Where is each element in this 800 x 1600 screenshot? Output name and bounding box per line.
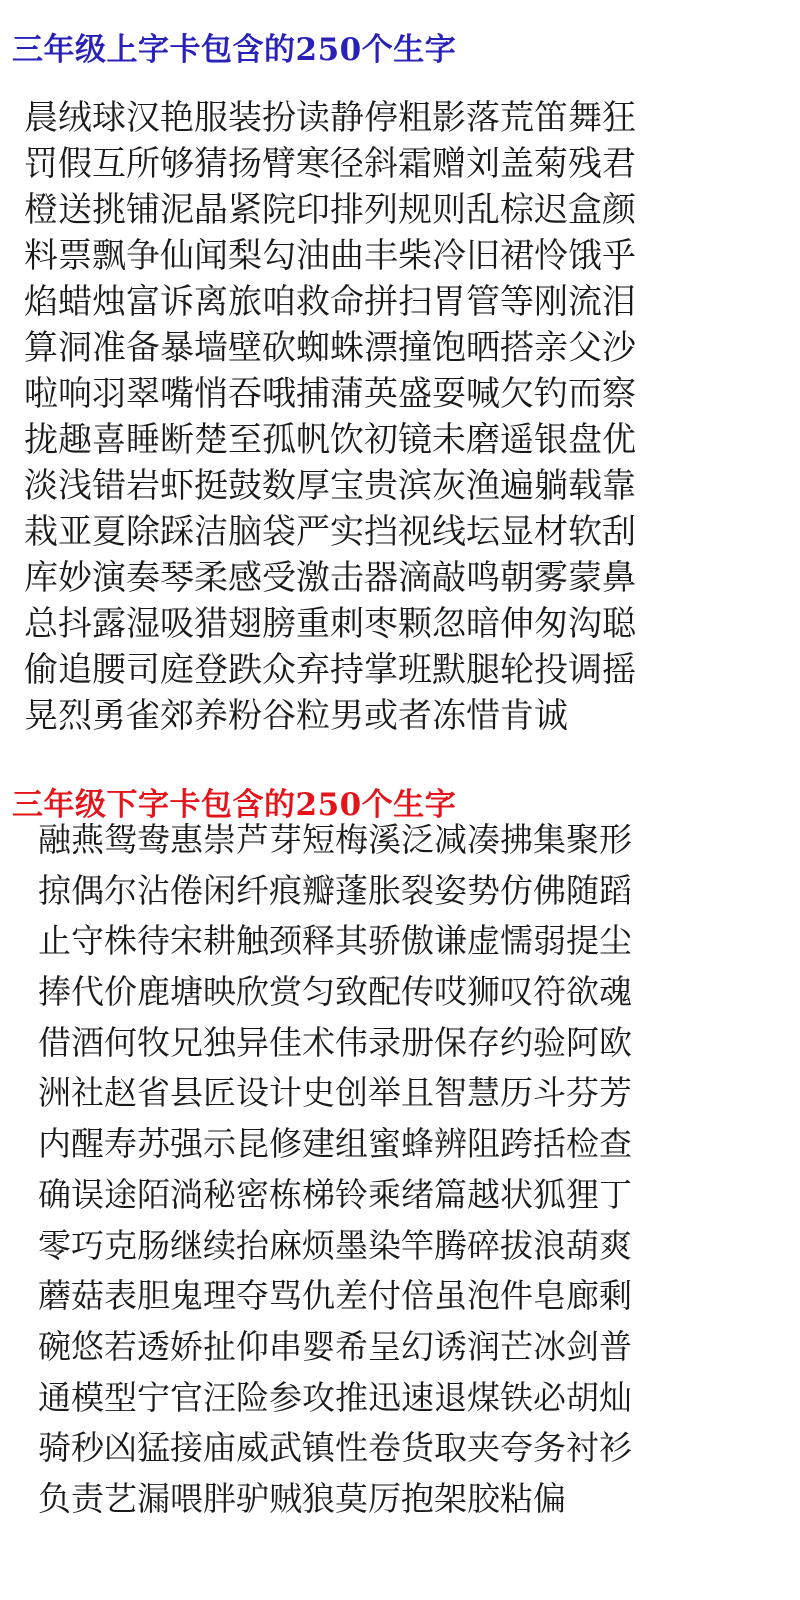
character-row: 止守株待宋耕触颈释其骄傲谦虚懦弱提尘 bbox=[38, 921, 632, 961]
grade3-upper-title: 三年级上字卡包含的250个生字 bbox=[12, 32, 457, 68]
character-row: 焰蜡烛富诉离旅咱救命拼扫胃管等刚流泪 bbox=[24, 282, 636, 322]
character-row: 啦响羽翠嘴悄吞哦捕蒲英盛耍喊欠钓而察 bbox=[24, 374, 636, 414]
grade3-upper-character-grid bbox=[24, 95, 636, 739]
character-row: 融燕鸳鸯惠崇芦芽短梅溪泛减凑拂集聚形 bbox=[38, 820, 632, 859]
character-row: 蘑菇表胆鬼理夺骂仇差付倍虽泡件皂廊剩 bbox=[38, 1276, 632, 1316]
character-row: 橙送挑铺泥晶紧院印排列规则乱棕迟盒颜 bbox=[24, 190, 636, 230]
character-row: 总抖露湿吸猎翅膀重刺枣颗忽暗伸匆沟聪 bbox=[24, 604, 636, 644]
character-row: 算洞准备暴墙壁砍蜘蛛漂撞饱晒搭亲父沙 bbox=[24, 328, 636, 368]
grade3-lower-title: 三年级下字卡包含的250个生字 bbox=[12, 787, 457, 823]
character-row: 淡浅错岩虾挺鼓数厚宝贵滨灰渔遍躺载靠 bbox=[24, 466, 636, 506]
character-row: 碗悠若透娇扯仰串婴希呈幻诱润芒冰剑普 bbox=[38, 1326, 632, 1366]
character-row: 罚假互所够猜扬臂寒径斜霜赠刘盖菊残君 bbox=[24, 144, 636, 184]
character-row: 库妙演奏琴柔感受激击器滴敲鸣朝雾蒙鼻 bbox=[24, 558, 636, 598]
character-row: 料票飘争仙闻梨勾油曲丰柴冷旧裙怜饿乎 bbox=[24, 236, 636, 276]
character-row: 栽亚夏除踩洁脑袋严实挡视线坛显材软刮 bbox=[24, 512, 636, 552]
grade3-lower-character-grid bbox=[38, 815, 632, 1525]
character-row: 掠偶尔沾倦闲纤痕瓣蓬胀裂姿势仿佛随蹈 bbox=[38, 870, 632, 910]
character-row: 晃烈勇雀郊养粉谷粒男或者冻惜肯诚 bbox=[24, 696, 568, 736]
character-row: 确误途陌淌秘密栋梯铃乘绪篇越状狐狸丁 bbox=[38, 1174, 632, 1214]
character-row: 零巧克肠继续抬麻烦墨染竿腾碎拔浪葫爽 bbox=[38, 1225, 632, 1265]
character-row: 晨绒球汉艳服装扮读静停粗影落荒笛舞狂 bbox=[24, 98, 636, 138]
character-row: 借酒何牧兄独异佳术伟录册保存约验阿欧 bbox=[38, 1022, 632, 1062]
character-row: 捧代价鹿塘映欣赏匀致配传哎狮叹符欲魂 bbox=[38, 972, 632, 1012]
character-row: 洲社赵省县匠设计史创举且智慧历斗芬芳 bbox=[38, 1073, 632, 1113]
character-row: 负责艺漏喂胖驴贼狼莫厉抱架胶粘偏 bbox=[38, 1478, 566, 1518]
character-row: 通模型宁官汪险参攻推迅速退煤铁必胡灿 bbox=[38, 1377, 632, 1417]
character-row: 骑秒凶猛接庙威武镇性卷货取夹夸务衬衫 bbox=[38, 1428, 632, 1468]
character-row: 偷追腰司庭登跌众弃持掌班默腿轮投调摇 bbox=[24, 650, 636, 690]
character-row: 拢趣喜睡断楚至孤帆饮初镜未磨遥银盘优 bbox=[24, 420, 636, 460]
character-row: 内醒寿苏强示昆修建组蜜蜂辨阻跨括检查 bbox=[38, 1124, 632, 1164]
